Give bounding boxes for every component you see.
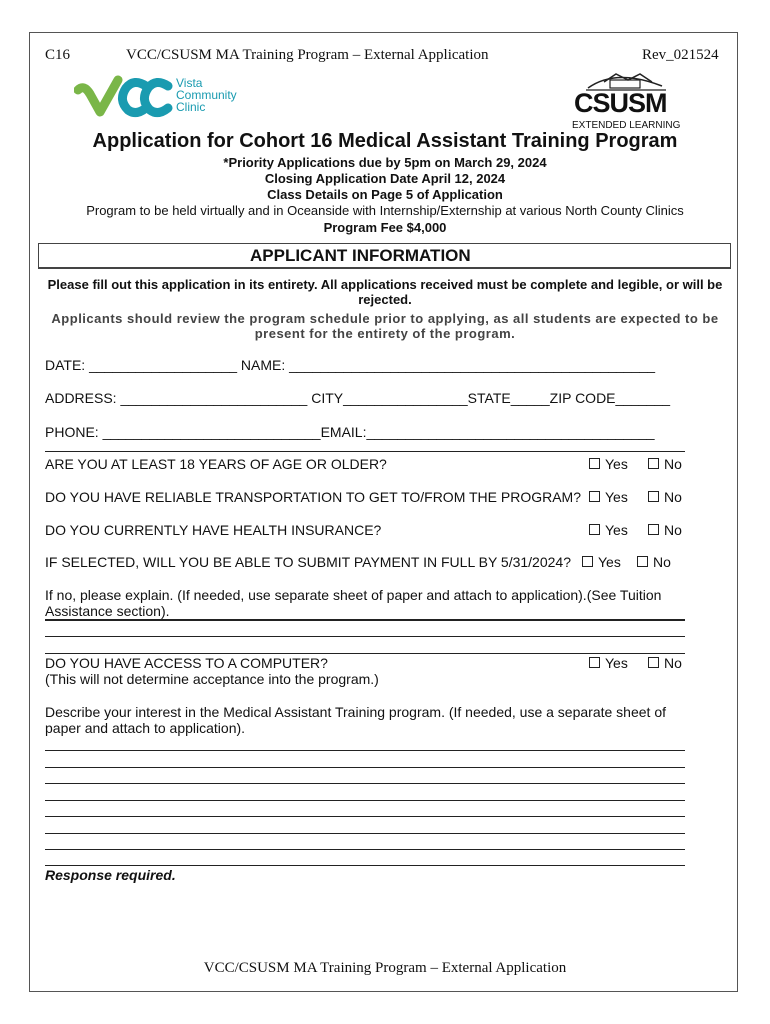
- csusm-subtitle: EXTENDED LEARNING: [572, 120, 681, 131]
- checkbox-icon[interactable]: [648, 524, 659, 535]
- computer-note: (This will not determine acceptance into the program.): [45, 671, 379, 687]
- instruction-schedule: Applicants should review the program schedule prior to applying, as all students are expected to be present for the entirety of the program.: [51, 311, 719, 341]
- yes-label: Yes: [605, 456, 628, 472]
- vcc-logo-text-3: Clinic: [176, 100, 206, 114]
- yes-label: Yes: [598, 554, 621, 570]
- answer-line[interactable]: [45, 800, 685, 801]
- payment-yes-option[interactable]: [582, 554, 621, 570]
- answer-line[interactable]: [45, 636, 685, 637]
- no-label: No: [664, 522, 682, 538]
- question-age: ARE YOU AT LEAST 18 YEARS OF AGE OR OLDER?: [45, 456, 387, 472]
- computer-no-option[interactable]: [648, 655, 682, 671]
- address-field[interactable]: ADDRESS: ________________________ CITY________________STATE_____ZIP CODE_______: [45, 390, 671, 406]
- vcc-logo: [74, 72, 254, 120]
- response-required-note: Response required.: [45, 867, 176, 883]
- answer-line[interactable]: [45, 767, 685, 768]
- computer-yes-option[interactable]: [589, 655, 628, 671]
- transport-no-option[interactable]: [648, 489, 682, 505]
- form-code: C16: [45, 47, 71, 63]
- header-title: VCC/CSUSM MA Training Program – External Application: [126, 47, 489, 63]
- answer-line[interactable]: [45, 653, 685, 654]
- checkbox-icon[interactable]: [589, 657, 600, 668]
- vcc-logo-text-1: Vista: [176, 76, 203, 90]
- date-name-field[interactable]: DATE: ___________________ NAME: _______________________________________________: [45, 357, 656, 373]
- answer-line[interactable]: [45, 816, 685, 817]
- phone-email-field[interactable]: PHONE: ____________________________EMAIL:_____________________________________: [45, 424, 655, 440]
- answer-line[interactable]: [45, 783, 685, 784]
- class-details-note: Class Details on Page 5 of Application: [267, 187, 503, 202]
- yes-label: Yes: [605, 522, 628, 538]
- checkbox-icon[interactable]: [589, 458, 600, 469]
- csusm-wordmark: CSUSM: [574, 88, 667, 118]
- checkbox-icon[interactable]: [589, 491, 600, 502]
- program-fee: Program Fee $4,000: [323, 220, 447, 235]
- revision-label: Rev_021524: [642, 47, 719, 63]
- page-title: Application for Cohort 16 Medical Assistant Training Program: [92, 130, 678, 152]
- answer-line[interactable]: [45, 750, 685, 751]
- no-label: No: [664, 489, 682, 505]
- payment-explain-note: If no, please explain. (If needed, use separate sheet of paper and attach to application).(See Tuition Assistance section).: [45, 587, 662, 619]
- transport-yes-option[interactable]: [589, 489, 628, 505]
- checkbox-icon[interactable]: [648, 458, 659, 469]
- program-location: Program to be held virtually and in Oceanside with Internship/Externship at various North County Clinics: [86, 203, 684, 218]
- answer-line[interactable]: [45, 619, 685, 621]
- yes-label: Yes: [605, 655, 628, 671]
- payment-no-option[interactable]: [637, 554, 671, 570]
- question-computer: DO YOU HAVE ACCESS TO A COMPUTER?: [45, 655, 328, 671]
- no-label: No: [664, 655, 682, 671]
- closing-date: Closing Application Date April 12, 2024: [264, 171, 506, 186]
- checkbox-icon[interactable]: [637, 556, 648, 567]
- answer-line[interactable]: [45, 865, 685, 866]
- no-label: No: [664, 456, 682, 472]
- instruction-complete: Please fill out this application in its entirety. All applications received must be complete and legible, or will be rejected.: [47, 277, 723, 307]
- age-yes-option[interactable]: [589, 456, 628, 472]
- question-transportation: DO YOU HAVE RELIABLE TRANSPORTATION TO GET TO/FROM THE PROGRAM?: [45, 489, 582, 505]
- question-payment: IF SELECTED, WILL YOU BE ABLE TO SUBMIT PAYMENT IN FULL BY 5/31/2024?: [45, 554, 571, 570]
- question-insurance: DO YOU CURRENTLY HAVE HEALTH INSURANCE?: [45, 522, 382, 538]
- checkbox-icon[interactable]: [648, 657, 659, 668]
- csusm-logo: [566, 66, 684, 132]
- checkbox-icon[interactable]: [589, 524, 600, 535]
- checkbox-icon[interactable]: [648, 491, 659, 502]
- yes-label: Yes: [605, 489, 628, 505]
- page-footer: VCC/CSUSM MA Training Program – External Application: [203, 960, 567, 976]
- question-interest: Describe your interest in the Medical Assistant Training program. (If needed, use a separate sheet of paper and attach to application).: [45, 704, 666, 736]
- insurance-no-option[interactable]: [648, 522, 682, 538]
- answer-line[interactable]: [45, 833, 685, 834]
- section-title: APPLICANT INFORMATION: [250, 246, 471, 265]
- vcc-logo-text-2: Community: [176, 88, 237, 102]
- answer-line[interactable]: [45, 849, 685, 850]
- priority-deadline: *Priority Applications due by 5pm on March 29, 2024: [223, 155, 547, 170]
- divider: [45, 451, 685, 452]
- no-label: No: [653, 554, 671, 570]
- insurance-yes-option[interactable]: [589, 522, 628, 538]
- age-no-option[interactable]: [648, 456, 682, 472]
- checkbox-icon[interactable]: [582, 556, 593, 567]
